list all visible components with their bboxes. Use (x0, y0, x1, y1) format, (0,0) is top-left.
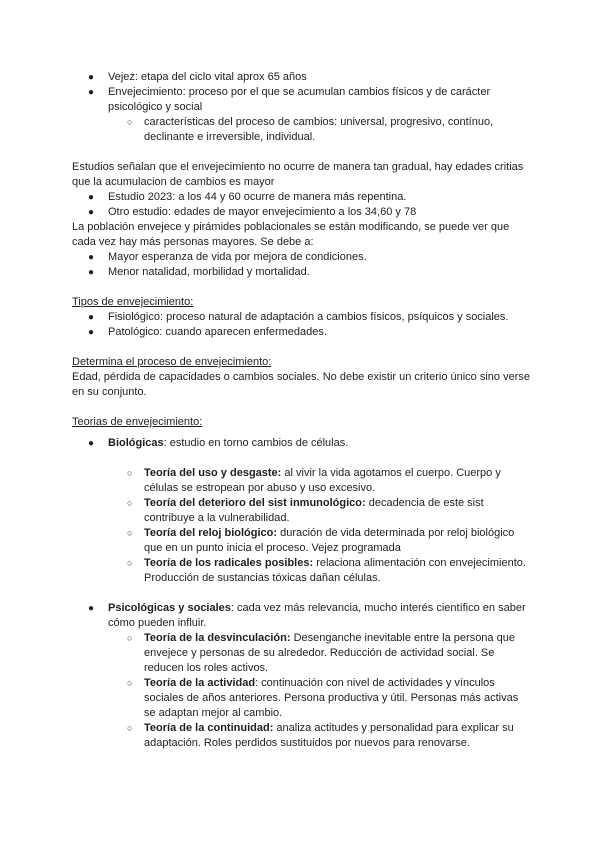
list-item-text: Fisiológico: proceso natural de adaptación a cambios físicos, psíquicos y sociales. (108, 311, 509, 323)
paragraph: Edad, pérdida de capacidades o cambios sociales. No debe existir un criterio único sino verse en su conjunto. (72, 371, 530, 398)
list-item-text: Desenganche inevitable entre la persona que envejece y personas de su alrededor. Reducción de actividad social. Se reducen los roles activos. (144, 632, 515, 674)
list-item (72, 496, 532, 526)
list-item (72, 676, 532, 721)
list-item (72, 310, 532, 325)
section-heading: Tipos de envejecimiento: (72, 296, 194, 308)
list-item-text: al vivir la vida agotamos el cuerpo. Cuerpo y células se estropean por abuso y uso excesivo. (144, 467, 501, 494)
bio-theories-list (72, 436, 532, 451)
list-item (72, 250, 532, 265)
list-item-title: Teoría del reloj biológico: (144, 527, 278, 539)
circle-bullet-icon: ○ (127, 723, 133, 733)
list-item (72, 601, 532, 631)
section-heading: Determina el proceso de envejecimiento: (72, 356, 272, 368)
causes-list (72, 250, 532, 280)
list-item (72, 70, 532, 85)
list-item-title: Teoría de los radicales posibles: (144, 557, 314, 569)
paragraph: Estudios señalan que el envejecimiento no ocurre de manera tan gradual, hay edades critias que la acumulacion de cambios es mayor (72, 161, 524, 188)
circle-bullet-icon: ○ (127, 468, 133, 478)
circle-bullet-icon: ○ (127, 117, 133, 127)
list-item-text: Estudio 2023: a los 44 y 60 ocurre de manera más repentina. (108, 191, 407, 203)
circle-bullet-icon: ○ (127, 633, 133, 643)
bullet-icon: ● (88, 327, 95, 338)
list-item-text: Menor natalidad, morbilidad y mortalidad. (108, 266, 310, 278)
list-item-text: : cada vez más relevancia, mucho interés científico en saber cómo pueden influir. (108, 602, 526, 629)
list-item-text: : estudio en torno cambios de células. (163, 437, 349, 449)
list-item-text: Envejecimiento: proceso por el que se acumulan cambios físicos y de carácter psicológico y social (108, 86, 491, 113)
list-item (72, 556, 532, 586)
circle-bullet-icon: ○ (127, 498, 133, 508)
list-item (72, 205, 532, 220)
list-item-text: características del proceso de cambios: universal, progresivo, contínuo, declinante e irreversible, individual. (144, 116, 494, 143)
list-item-text: decadencia de este sist contribuye a la vulnerabilidad. (144, 497, 484, 524)
list-item-title: Biológicas (108, 437, 164, 449)
list-item-text: Vejez: etapa del ciclo vital aprox 65 años (108, 71, 307, 83)
list-item-text: Mayor esperanza de vida por mejora de condiciones. (108, 251, 367, 263)
psi-theories-list (72, 601, 532, 751)
list-item-title: Psicológicas y sociales (108, 602, 231, 614)
list-item-text: Patológico: cuando aparecen enfermedades. (108, 326, 327, 338)
list-item-text: relaciona alimentación con envejecimiento. Producción de sustancias tóxicas dañan células. (144, 557, 526, 584)
bio-subtheories-list (72, 466, 532, 586)
list-item (72, 526, 532, 556)
bullet-icon: ● (88, 438, 95, 449)
list-item-text: analiza actitudes y personalidad para explicar su adaptación. Roles perdidos sustituidos por nuevos para renovarse. (144, 722, 514, 749)
list-item-title: Teoría de la actividad (144, 677, 256, 689)
bullet-icon: ● (88, 603, 95, 614)
list-item (72, 85, 532, 115)
list-item-text: duración de vida determinada por reloj biológico que en un punto inicia el proceso. Vejez programada (144, 527, 515, 554)
list-item-title: Teoría de la desvinculación: (144, 632, 291, 644)
bullet-icon: ● (88, 72, 95, 83)
document-page (72, 70, 532, 751)
list-item (72, 190, 532, 205)
list-item (72, 115, 532, 145)
list-item-title: Teoría del uso y desgaste: (144, 467, 282, 479)
circle-bullet-icon: ○ (127, 528, 133, 538)
list-item (72, 436, 532, 451)
list-item (72, 631, 532, 676)
list-item (72, 325, 532, 340)
bullet-icon: ● (88, 252, 95, 263)
list-item-text: : continuación con nivel de actividades y vínculos sociales de años anteriores. Persona productiva y útil. Personas más activas se adaptan mejor al cambio. (144, 677, 519, 719)
types-list (72, 310, 532, 340)
bullet-icon: ● (88, 192, 95, 203)
vejez-list (72, 70, 532, 145)
bullet-icon: ● (88, 312, 95, 323)
section-heading: Teorias de envejecimiento: (72, 416, 203, 428)
list-item (72, 721, 532, 751)
bullet-icon: ● (88, 87, 95, 98)
list-item (72, 265, 532, 280)
circle-bullet-icon: ○ (127, 558, 133, 568)
list-item (72, 466, 532, 496)
bullet-icon: ● (88, 267, 95, 278)
circle-bullet-icon: ○ (127, 678, 133, 688)
bullet-icon: ● (88, 207, 95, 218)
studies-list (72, 190, 532, 220)
list-item-title: Teoría del deterioro del sist inmunológico: (144, 497, 366, 509)
paragraph: La población envejece y pirámides poblacionales se están modificando, se puede ver que cada vez hay más personas mayores. Se debe a: (72, 221, 510, 248)
list-item-title: Teoría de la continuidad: (144, 722, 274, 734)
list-item-text: Otro estudio: edades de mayor envejecimiento a los 34,60 y 78 (108, 206, 417, 218)
